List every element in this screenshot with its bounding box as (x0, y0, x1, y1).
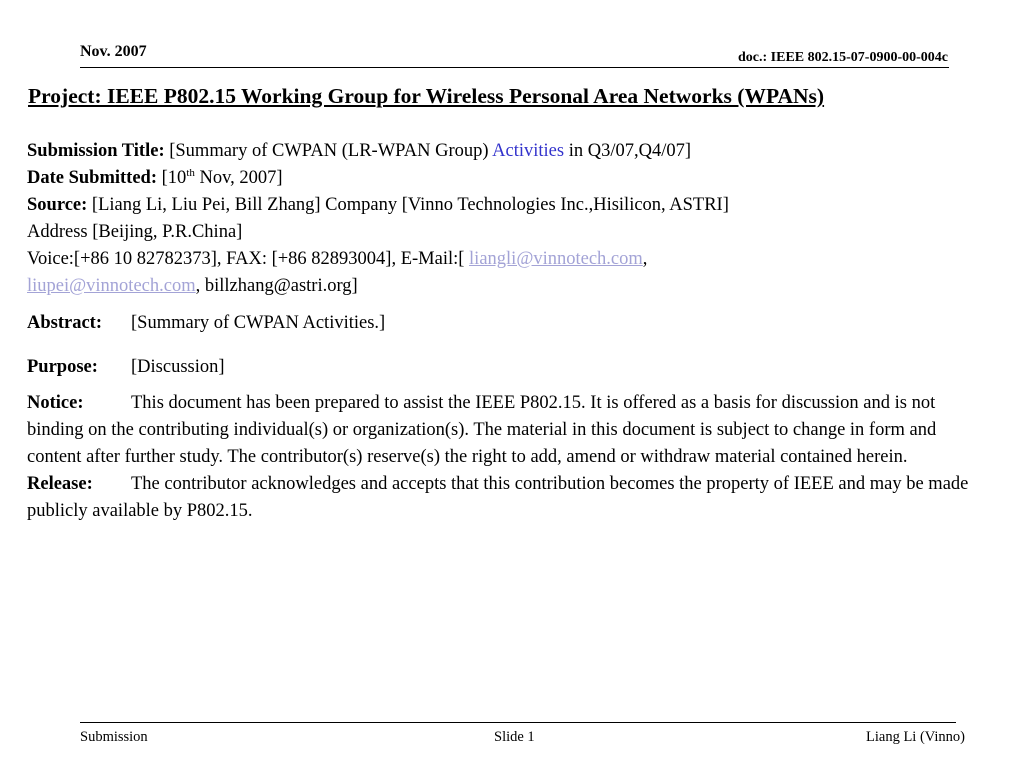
release-paragraph (27, 471, 987, 525)
contact-tail: , billzhang@astri.org] (195, 276, 358, 296)
abstract-line (27, 310, 987, 337)
release-label: Release: (27, 474, 93, 494)
address-line: Address [Beijing, P.R.China] (27, 222, 243, 242)
header-date: Nov. 2007 (80, 43, 147, 60)
source-line (27, 192, 987, 219)
submission-title-line (27, 138, 987, 165)
date-submitted-label: Date Submitted: (27, 168, 158, 188)
submission-title-label: Submission Title: (27, 141, 165, 161)
notice-paragraph (27, 390, 987, 471)
submission-title-text: [Summary of CWPAN (LR-WPAN Group) (164, 141, 493, 161)
source-label: Source: (27, 195, 88, 215)
header-divider (80, 67, 949, 68)
date-submitted-prefix: [10 (157, 168, 187, 188)
notice-label: Notice: (27, 393, 84, 413)
footer-slide-number: Slide 1 (494, 729, 535, 745)
date-submitted-line (27, 165, 987, 192)
abstract-label: Abstract: (27, 313, 103, 333)
purpose-text: [Discussion] (131, 357, 225, 377)
email-link-liupei[interactable]: liupei@vinnotech.com (27, 276, 196, 296)
purpose-line (27, 354, 987, 381)
release-text: The contributor acknowledges and accepts that this contribution becomes the property of IEEE and may be made publicly available by P802.15. (27, 474, 969, 521)
submission-title-highlight: Activities (492, 141, 565, 161)
notice-text: This document has been prepared to assist the IEEE P802.15. It is offered as a basis for discussion and is not binding on the contributing individual(s) or organization(s). The material in this document is subject to change in form and content after further study. The contributor(s) reserve(s) the right to add, amend or withdraw material contained herein. (27, 393, 937, 467)
purpose-label: Purpose: (27, 357, 98, 377)
submission-details (27, 138, 987, 525)
footer-divider (80, 722, 956, 723)
abstract-text: [Summary of CWPAN Activities.] (131, 313, 386, 333)
submission-title-tail: in Q3/07,Q4/07] (564, 141, 692, 161)
footer-author: Liang Li (Vinno) (866, 729, 965, 745)
contact-text: Voice:[+86 10 82782373], FAX: [+86 82893004], E-Mail:[ (27, 249, 470, 269)
source-text: [Liang Li, Liu Pei, Bill Zhang] Company [Vinno Technologies Inc.,Hisilicon, ASTRI] (87, 195, 729, 215)
project-title: Project: IEEE P802.15 Working Group for Wireless Personal Area Networks (WPANs) (28, 84, 825, 108)
contact-line (27, 246, 987, 300)
header-doc-id: doc.: IEEE 802.15-07-0900-00-004c (738, 50, 948, 65)
date-submitted-superscript: th (186, 166, 195, 179)
date-submitted-suffix: Nov, 2007] (194, 168, 283, 188)
contact-separator: , (642, 249, 648, 269)
email-link-liangli[interactable]: liangli@vinnotech.com (469, 249, 643, 269)
footer-submission: Submission (80, 729, 148, 745)
